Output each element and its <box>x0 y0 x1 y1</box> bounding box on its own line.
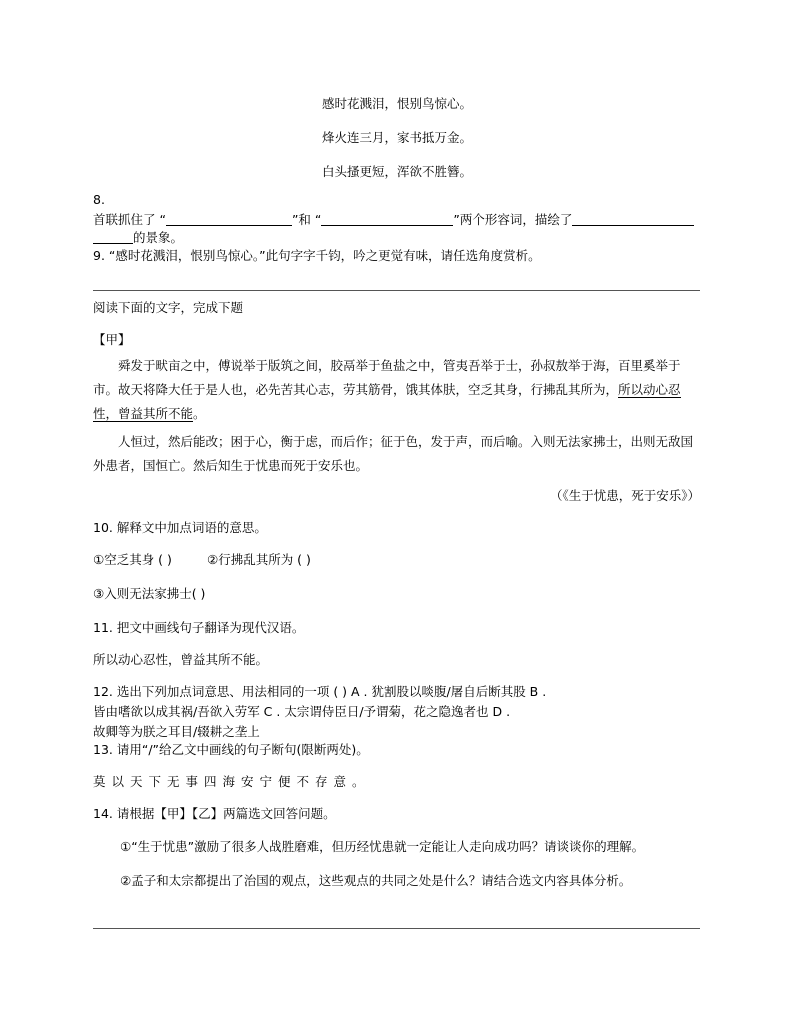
q8-text-part2: ”和 “ <box>291 212 322 227</box>
q8-line-1 <box>93 210 694 228</box>
q10-item-1: ①空乏其身 ( ) <box>93 552 172 567</box>
label-jia: 【甲】 <box>93 332 131 347</box>
reading-instruction: 阅读下面的文字，完成下题 <box>93 300 244 315</box>
q8-blank-3-cont[interactable] <box>93 229 133 244</box>
q11-sentence: 所以动心忍性，曾益其所不能。 <box>93 652 269 667</box>
q10-title: 10. 解释文中加点词语的意思。 <box>93 520 267 535</box>
q14-sub-2: ②孟子和太宗都提出了治国的观点，这些观点的共同之处是什么？请结合选文内容具体分析。 <box>120 873 632 888</box>
q8-text-part4: 的景象。 <box>133 230 184 245</box>
q10-item-3: ③入则无法家拂士( ) <box>93 586 206 601</box>
q12-line-1: 12. 选出下列加点词意思、用法相同的一项 ( ) A . 犹割股以啖腹/屠自后断其股 B . <box>93 684 547 699</box>
passage-paragraph-2: 人恒过，然后能改；困于心，衡于虑，而后作；征于色，发于声，而后喻。入则无法家拂士，出则无敌国外患者，国恒亡。然后知生于忧患而死于安乐也。 <box>93 434 694 473</box>
poem-line-2: 烽火连三月，家书抵万金。 <box>321 130 472 145</box>
q8-line-2 <box>93 228 183 246</box>
q13-title: 13. 请用“/”给乙文中画线的句子断句(限断两处)。 <box>93 742 369 757</box>
poem-line-3: 白头搔更短，浑欲不胜簪。 <box>321 164 472 179</box>
q11-title: 11. 把文中画线句子翻译为现代汉语。 <box>93 620 305 635</box>
q8-number: 8. <box>93 192 105 207</box>
passage-paragraph-1 <box>93 354 700 426</box>
q8-blank-2[interactable] <box>321 211 453 226</box>
poem-line-1: 感时花溅泪，恨别鸟惊心。 <box>321 96 472 111</box>
passage-paragraph-1-end: 。 <box>193 406 206 421</box>
passage-paragraph-1-text: 舜发于畎亩之中，傅说举于版筑之间，胶鬲举于鱼盐之中，管夷吾举于士，孙叔敖举于海，百里奚举于市。故天将降大任于是人也，必先苦其心志，劳其筋骨，饿其体肤，空乏其身，行拂乱其所为， <box>93 358 681 397</box>
underlined-sentence: 所以动心忍性，曾益其所不能 <box>93 382 681 421</box>
q10-item-2: ②行拂乱其所为 ( ) <box>207 552 311 567</box>
q8-text-part3: ”两个形容词，描绘了 <box>453 212 573 227</box>
q8-text-part1: 首联抓住了 “ <box>93 212 166 227</box>
q8-blank-1[interactable] <box>166 211 292 226</box>
q12-line-2: 皆由嗜欲以成其祸/吾欲入劳军 C . 太宗谓侍臣日/予谓菊，花之隐逸者也 D . <box>93 704 511 719</box>
q8-blank-3[interactable] <box>572 211 694 226</box>
q14-title: 14. 请根据【甲】【乙】两篇选文回答问题。 <box>93 806 336 821</box>
divider-top <box>93 290 700 291</box>
q9-text: 9. “感时花溅泪，恨别鸟惊心。”此句字字千钧，吟之更觉有味，请任选角度赏析。 <box>93 248 541 263</box>
passage-source: （《生于忧患，死于安乐》） <box>549 488 700 503</box>
q12-line-3: 故卿等为朕之耳目/辍耕之垄上 <box>93 724 260 739</box>
divider-bottom <box>93 928 700 929</box>
q14-sub-1: ①“生于忧患”激励了很多人战胜磨难，但历经忧患就一定能让人走向成功吗？请谈谈你的理解。 <box>120 839 645 854</box>
q13-sentence: 莫以天下无事四海安宁便不存意。 <box>93 774 371 789</box>
